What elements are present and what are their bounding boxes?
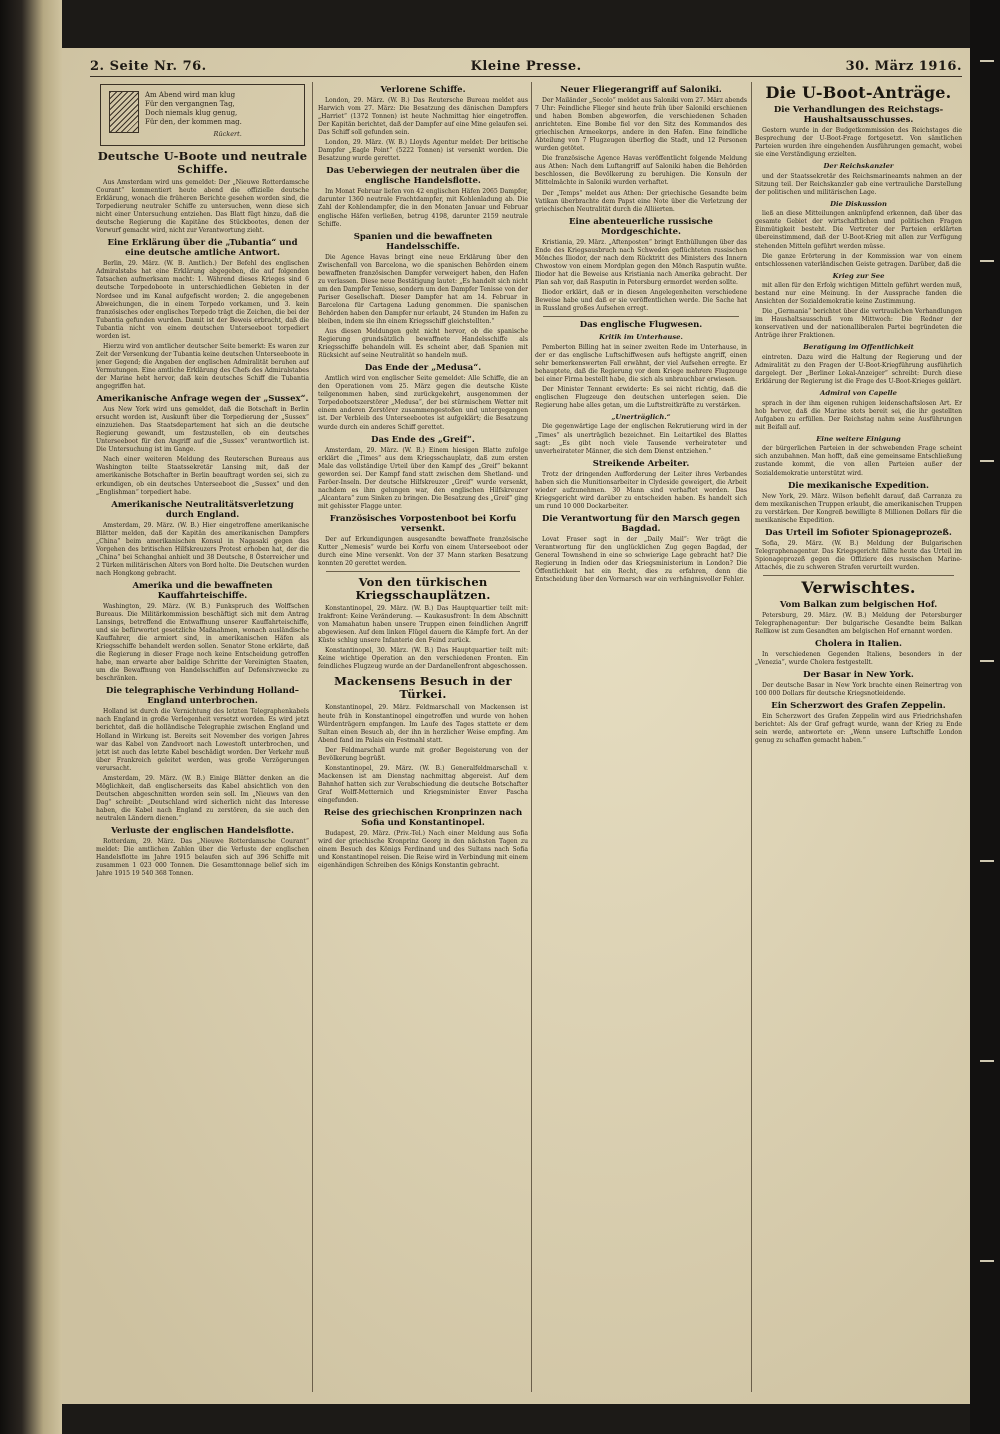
- subheadline: Reise des griechischen Kronprinzen nach Sofia und Konstantinopel.: [323, 808, 523, 829]
- kicker: Krieg zur See: [832, 271, 885, 280]
- kicker: Der Reichskanzler: [823, 162, 894, 171]
- subheadline: Französisches Vorpostenboot bei Korfu versenkt.: [329, 513, 517, 534]
- newspaper-page: [62, 48, 970, 1404]
- article-text: Konstantinopel, 29. März. (W. B.) Das Hauptquartier teilt mit: Irakfront: Keine Veränderung. — Kaukasusfront: In dem Abschnitt von Mamahatun haben unsere Truppen einen feindlichen Angriff abgewiesen. Auf dem linken Flügel dauern die Kämpfe fort. An der Küste schlug unsere Infanterie den Feind zurück.: [318, 605, 528, 645]
- article-text: Washington, 29. März. (W. B.) Funkspruch des Wolffschen Bureaus. Die Militärkommission beschäftigt sich mit dem Antrag Lansings, betreffend die Entwaffnung unserer Kauffahrteischiffe, und sie befürwortet gesetzliche Maßnahmen, wonach ausländische Kauffahrer, die armiert sind, in amerikanischen Häfen als Kriegsschiffe behandelt werden sollen. Senator Stone erklärte, daß die Regierung in dieser Frage noch keine Entscheidung getroffen habe, man erwarte aber baldige Schritte der Vereinigten Staaten, um die Bewaffnung von Handelsschiffen auf Defensivzwecke zu beschränken.: [96, 602, 309, 683]
- article-text: Ein Scherzwort des Grafen Zeppelin wird aus Friedrichshafen berichtet: Als der Graf gefragt wurde, wann der Krieg zu Ende sein werde, antwortete er: „Wenn unsere Luftschiffe London genug zu schaffen gemacht haben.“: [755, 713, 962, 745]
- section-divider: [543, 316, 739, 317]
- ruler-tick: [980, 1260, 994, 1262]
- article-text: Konstantinopel, 30. März. (W. B.) Das Hauptquartier teilt mit: Keine wichtige Operation an den verschiedenen Fronten. Ein feindliches Flugzeug wurde an der Dardanellenfront abgeschossen.: [318, 647, 528, 671]
- article-text: mit allen für den Erfolg wichtigen Mitteln geführt werden muß, bestand nur eine Meinung. In der Aussprache fanden die Ansichten der Sozialdemokratie keine Zustimmung.: [755, 282, 962, 306]
- article-text: Berlin, 29. März. (W. B. Amtlich.) Der Befehl des englischen Admiralstabs hat eine Erklärung abgegeben, die auf folgenden Tatsachen aufmerksam macht: 1. Während dieses Krieges sind 6 deutsche Torpedoboote in unterschiedlichen Gebieten in der Nordsee und im Kanal aufgefischt worden; 2. die angegebenen Abweichungen, die in einem Torpedo vorkamen, und 3. kein französisches oder englisches Torpedo trägt die Zeichen, die bei der Tubantia gefunden wurden. Damit ist der Beweis erbracht, daß die Tubantia nicht von einem deutschen Unterseeboot torpediert worden ist.: [96, 260, 309, 340]
- column-3: [535, 82, 747, 1392]
- subheadline: Eine Erklärung über die „Tubantia“ und eine deutsche amtliche Antwort.: [107, 238, 298, 259]
- subheadline: Der Basar in New York.: [803, 670, 914, 681]
- article-text: Die Agence Havas bringt eine neue Erklärung über den Zwischenfall von Barcelona, wo die spanischen Behörden einem bewaffneten französischen Dampfer verweigert haben, den Hafen zu verlassen. Diese neue Bestätigung lautet: „Es handelt sich nicht um den Dampfer Tenisso, sondern um den Dampfer Tenisse von der Pariser Gesellschaft. Dieser Dampfer hat am 14. Februar in Barcelona für Cartagena Ladung genommen. Die spanischen Behörden haben den Dampfer nur erlaubt, 24 Stunden im Hafen zu bleiben, indem sie ihn einem Kriegsschiff gleichstellten.“: [318, 253, 528, 325]
- article-text: Lovat Fraser sagt in der „Daily Mail“: Wer trägt die Verantwortung für den unglücklichen Zug gegen Bagdad, der General Townshend in eine so schwierige Lage gebracht hat? Die Regierung in Indien oder das Kriegsministerium in London? Die Öffentlichkeit hat ein Recht, dies zu erfahren, denn die Entscheidung über den Vormarsch war ein verhängnisvoller Fehler.: [535, 535, 747, 584]
- article-text: Im Monat Februar liefen von 42 englischen Häfen 2065 Dampfer, darunter 1360 neutrale Frachtdampfer, mit Kohlenladung ab. Die Zahl der Kohlendampfer, die in den Monaten Januar und Februar englische Häfen verließen, betrug 4198, darunter 2159 neutrale Schiffe.: [318, 188, 528, 228]
- headline: Die U-Boot-Anträge.: [765, 83, 952, 102]
- ruler-tick: [980, 1060, 994, 1062]
- subheadline: Die mexikanische Expedition.: [787, 480, 929, 491]
- kicker: Admiral von Capelle: [820, 389, 897, 398]
- article-text: Holland ist durch die Vernichtung des letzten Telegraphenkabels nach England in große Verlegenheit versetzt worden. Es wird jetzt berichtet, daß die holländische Telegraphie zwischen England und Holland in Wirkung ist. Bereits seit November des vorigen Jahres war das Kabel von Zandvoort nach Lowestoft unterbrochen, und jetzt ist auch das letzte Kabel beschädigt worden. Der Verkehr muß über Frankreich geleitet werden, was große Verzögerungen verursacht.: [96, 708, 309, 772]
- ruler-tick: [980, 460, 994, 462]
- issue-date: 30. März 1916.: [845, 59, 962, 74]
- ornament-icon: [109, 91, 139, 133]
- subheadline: Das Urteil im Sofioter Spionageprozeß.: [765, 527, 952, 538]
- ruler-tick: [980, 660, 994, 662]
- kicker: Kritik im Unterhause.: [599, 333, 683, 342]
- ruler-tick: [980, 860, 994, 862]
- article-text: Die „Germania“ berichtet über die vertraulichen Verhandlungen im Haushaltsausschuß vom Mittwoch: Die Redner der konservativen und der nationalliberalen Partei begründeten die Anträge ihrer Fraktionen.: [755, 308, 962, 340]
- subheadline: Das englische Flugwesen.: [579, 320, 703, 331]
- subheadline: Streikende Arbeiter.: [592, 458, 690, 469]
- page-header: [90, 56, 962, 77]
- article-text: sprach in der ihm eigenen ruhigen leidenschaftslosen Art. Er hob hervor, daß die Marine stets bereit sei, die ihr gestellten Aufgaben zu erfüllen. Der Reichstag nahm seine Ausführungen mit Beifall auf.: [755, 399, 962, 431]
- article-text: Konstantinopel, 29. März. (W. B.) Generalfeldmarschall v. Mackensen ist am Dienstag nachmittag abgereist. Auf dem Bahnhof hatten sich zur Verabschiedung die deutsche Botschafter Graf Wolff-Metternich und Kriegsminister Enver Pascha eingefunden.: [318, 764, 528, 804]
- article-text: Aus Amsterdam wird uns gemeldet: Der „Nieuwe Rotterdamsche Courant“ kommentiert heute abend die offizielle deutsche Erklärung, wonach die früheren Berichte gesehen worden sind, die Torpedierung neutraler Schiffe zu untersuchen, wenn diese sich nicht einer Untersuchung entziehen. Das Blatt fügt hinzu, daß die deutsche Regierung die Kapitäne des Stückbootes, denen der Vorwurf gemacht wird, nicht zur Verantwortung zieht.: [96, 179, 309, 235]
- article-text: Pemberton Billing hat in seiner zweiten Rede im Unterhause, in der er das englische Luftschiffwesen aufs heftigste angriff, einen sehr bemerkenswerten Fall erwähnt, der viel Aufsehen erregte. Er behauptete, daß die Regierung vor dem Kriege mehrere Flugzeuge bei einer Firma bestellt habe, die sich als unbrauchbar erwiesen.: [535, 343, 747, 383]
- column-rule: [531, 82, 532, 1392]
- subheadline: Die Verhandlungen des Reichstags-Haushaltsausschusses.: [773, 105, 944, 125]
- poem-box: [100, 84, 305, 146]
- subheadline: Die telegraphische Verbindung Holland–England unterbrochen.: [105, 686, 300, 707]
- subheadline: Das Ende des „Greif“.: [371, 434, 475, 445]
- article-text: Die ganze Erörterung in der Kommission war von einem entschlossenen vaterländischen Geiste getragen. Darüber, daß die: [755, 252, 962, 268]
- subheadline: Ein Scherzwort des Grafen Zeppelin.: [771, 701, 946, 712]
- subheadline: Das Ende der „Medusa“.: [364, 363, 482, 374]
- article-text: Der Feldmarschall wurde mit großer Begeisterung von der Bevölkerung begrüßt.: [318, 746, 528, 762]
- article-text: Petersburg, 29. März. (W. B.) Meldung der Petersburger Telegraphenagentur: Der bulgarische Gesandte beim Balkan Rellkow ist zum Gesandten am belgischen Hof ernannt worden.: [755, 611, 962, 636]
- article-text: Hierzu wird von amtlicher deutscher Seite bemerkt: Es waren zur Zeit der Versenkung der Tubantia keine deutschen Unterseeboote in jener Gegend; die Angaben der englischen Admiralität beruhen auf Vermutungen. Eine amtliche Erklärung des Chefs des Admiralstabes der Marine hebt hervor, daß kein deutsches Schiff die Tubantia angegriffen hat.: [96, 342, 309, 391]
- subheadline: Amerikanische Anfrage wegen der „Sussex“.: [96, 394, 309, 405]
- headline: Deutsche U-Boote und neutrale Schiffe.: [97, 149, 308, 176]
- article-text: London, 29. März. (W. B.) Lloyds Agentur meldet: Der britische Dampfer „Eagle Point“ (5222 Tonnen) ist versenkt worden. Die Besatzung wurde gerettet.: [318, 139, 528, 163]
- article-text: Konstantinopel, 29. März. Feldmarschall von Mackensen ist heute früh in Konstantinopel eingetroffen und wurde von hohen Würdenträgern empfangen. Im Laufe des Tages stattete er dem Sultan einen Besuch ab, der ihn in herzlicher Weise empfing. Am Abend fand im Palais ein Festmahl statt.: [318, 704, 528, 744]
- subheadline: Spanien und die bewaffneten Handelsschiffe.: [353, 231, 493, 252]
- article-text: Der „Temps“ meldet aus Athen: Der griechische Gesandte beim Vatikan überbrachte dem Papst eine Note über die Verletzung der griechischen Neutralität durch die Alliierten.: [535, 189, 747, 213]
- article-text: In verschiedenen Gegenden Italiens, besonders in der „Venezia“, wurde Cholera festgestellt.: [755, 651, 962, 667]
- article-text: Iliodor erklärt, daß er in diesen Angelegenheiten verschiedene Beweise habe und daß er sie veröffentlichen werde. Die Sache hat in Russland großes Aufsehen erregt.: [535, 288, 747, 313]
- article-text: Trotz der dringenden Aufforderung der Leiter ihres Verbandes haben sich die Munitionsarbeiter in Clydeside geweigert, die Arbeit wieder aufzunehmen. 30 Mann sind verhaftet worden. Das Kriegsgericht wird darüber zu entscheiden haben. Es handelt sich um rund 10 000 Dockarbeiter.: [535, 470, 747, 510]
- scan-ruler: [970, 0, 1000, 1434]
- subheadline: Neuer Fliegerangriff auf Saloniki.: [560, 85, 722, 95]
- article-text: Kristiania, 29. März. „Aftenposten“ bringt Enthüllungen über das Ende des Kriegsausbruch nach Schweden geflüchteten russischen Mönches Iliodor, der nach dem Rücktritt des Ministers des Innern Chwostow von einem Mordplan gegen den Mönch Rasputin wußte. Iliodor hat die Beweise aus Kristiania nach Amerika gebracht. Der Plan sah vor, daß Rasputin in Petersburg ermordet werden sollte.: [535, 238, 747, 286]
- masthead-title: Kleine Presse.: [470, 59, 582, 74]
- poem-line: Für den vergangnen Tag,: [145, 100, 235, 108]
- subheadline: Verlorene Schiffe.: [380, 85, 466, 95]
- poem-author: Rückert.: [213, 130, 242, 138]
- article-text: Die französische Agence Havas veröffentlicht folgende Meldung aus Athen: Nach dem Luftangriff auf Saloniki haben die Behörden beschlossen, die Bevölkerung zu beruhigen. Die Konsuln der Mittelmächte in Saloniki wurden verhaftet.: [535, 155, 747, 187]
- column-1: [96, 82, 309, 1392]
- section-divider: [326, 571, 520, 572]
- article-text: Amsterdam, 29. März. (W. B.) Hier eingetroffene amerikanische Blätter melden, daß der Kapitän des amerikanischen Dampfers „China“ beim amerikanischen Konsul in Nagasaki gegen das Vorgehen des britischen Hilfskreuzers Protest erhoben hat, der die „China“ bei Schanghai anhielt und 38 Deutsche, 8 Österreicher und 2 Türken militärischen Alters von Bord holte. Die Deutschen wurden nach Hongkong gebracht.: [96, 521, 309, 577]
- column-rule: [312, 82, 313, 1392]
- poem-line: Am Abend wird man klug: [145, 91, 236, 99]
- article-text: Der Minister Tennant erwiderte: Es sei nicht richtig, daß die englischen Flugzeuge den deutschen unterlegen seien. Die Regierung habe alles getan, um die Luftstreitkräfte zu verstärken.: [535, 385, 747, 409]
- kicker: Eine weitere Einigung: [816, 434, 901, 443]
- headline: Verwischtes.: [801, 577, 916, 597]
- kicker: Beratigung im Offentlichkeit: [803, 343, 914, 352]
- headline: Von den türkischen Kriegsschauplätzen.: [355, 575, 491, 603]
- column-4: [755, 82, 962, 1392]
- article-text: Amsterdam, 29. März. (W. B.) Einem hiesigen Blatte zufolge erklärt die „Times“ aus dem Kriegsschauplatz, daß zum ersten Male das vollständige Urteil über den Kampf des „Greif“ bekannt geworden sei. Der Kampf fand statt zwischen dem Shetland- und Faröer-Inseln. Der deutsche Hilfskreuzer „Greif“ wurde versenkt, nachdem es ihm gelungen war, den englischen Hilfskreuzer „Alcantara“ zum Sinken zu bringen. Die Besatzung des „Greif“ ging mit gehisster Flagge unter.: [318, 446, 528, 510]
- article-text: Gestern wurde in der Budgetkommission des Reichstages die Besprechung der U-Boot-Frage fortgesetzt. Von sämtlichen Parteien wurden ihre eingehenden Ausführungen gemacht, wobei sie eine Verständigung erzielten.: [755, 127, 962, 159]
- kicker: Die Diskussion: [830, 199, 887, 208]
- article-text: Aus New York wird uns gemeldet, daß die Botschaft in Berlin ersucht worden ist, Auskunft über die Torpedierung der „Sussex“ einzuziehen. Das Staatsdepartement hat sich an die deutsche Regierung gewandt, um festzustellen, ob ein deutsches Unterseeboot für den Angriff auf die „Sussex“ verantwortlich ist. Die Untersuchung ist im Gange.: [96, 406, 309, 454]
- subheadline: Die Verantwortung für den Marsch gegen Bagdad.: [541, 513, 741, 534]
- article-text: ließ an diese Mitteilungen anknüpfend erkennen, daß über das gesamte Gebiet der wirtschaftlichen und politischen Fragen Einmütigkeit besteht. Die Vertreter der Parteien erklärten übereinstimmend, daß der U-Boot-Krieg mit allen zur Verfügung stehenden Mitteln geführt werden müsse.: [755, 210, 962, 250]
- kicker: „Unerträglich.“: [611, 412, 671, 421]
- article-text: Der Mailänder „Secolo“ meldet aus Saloniki vom 27. März abends 7 Uhr: Feindliche Flieger sind heute früh über Saloniki erschienen und haben Bomben abgeworfen, die verschiedenen Schaden anrichteten. Eine Bombe fiel vor den Sitz des Kommandos des griechischen Armeekorps, andere in den Hafen. Eine feindliche Abteilung von 7 Flugzeugen überflog die Stadt, und 12 Personen wurden getötet.: [535, 97, 747, 153]
- article-text: London, 29. März. (W. B.) Das Reutersche Bureau meldet aus Harwich vom 27. März: Die Besatzung des dänischen Dampfers „Harriet“ (1372 Tonnen) ist heute Nachmittag hier eingetroffen. Der Kapitän berichtet, daß der Dampfer auf eine Mine gelaufen sei. Das Schiff soll gefunden sein.: [318, 97, 528, 137]
- ruler-tick: [980, 60, 994, 62]
- article-text: Die gegenwärtige Lage der englischen Rekrutierung wird in der „Times“ als unerträglich bezeichnet. Ein Leitartikel des Blattes sagt: „Es gibt noch viele Tausende verheirateter und unverheirateter Männer, die sich dem Dienst entziehen.“: [535, 423, 747, 455]
- article-text: Budapest, 29. März. (Priv.-Tel.) Nach einer Meldung aus Sofia wird der griechische Kronprinz Georg in den nächsten Tagen zu einem Besuch des Königs Ferdinand und des Sultans nach Sofia und Konstantinopel reisen. Die Reise wird in Verbindung mit einem eigenhändigen Schreiben des Königs Konstantin gebracht.: [318, 830, 528, 870]
- article-text: Amtlich wird von englischer Seite gemeldet: Alle Schiffe, die an den Operationen vom 25. März gegen die deutsche Küste teilgenommen haben, sind zurückgekehrt, ausgenommen der Torpedobootszerstörer „Medusa“, der bei stürmischem Wetter mit einem anderen Zerstörer zusammengestoßen und untergegangen ist. Der Verbleib des Unterseebootes ist aufgeklärt; die Besatzung wurde durch ein anderes Schiff gerettet.: [318, 375, 528, 431]
- article-text: Amsterdam, 29. März. (W. B.) Einige Blätter denken an die Möglichkeit, daß englischerseits das Kabel absichtlich von den Deutschen abgeschnitten worden sein soll. Im „Nieuws van den Dag“ schreibt: „Deutschland wird sicherlich nicht das Interesse haben, die Kabel nach England zu zerstören, da sie auch den neutralen Ländern dienen.“: [96, 774, 309, 822]
- article-text: Nach einer weiteren Meldung des Reuterschen Bureaus aus Washington teilte Staatssekretär Lansing mit, daß der amerikanische Botschafter in Berlin beauftragt worden sei, sich zu erkundigen, ob ein deutsches Unterseeboot die „Sussex“ und den „Englishman“ torpediert habe.: [96, 456, 309, 496]
- subheadline: Vom Balkan zum belgischen Hof.: [779, 599, 938, 610]
- subheadline: Verluste der englischen Handelsflotte.: [111, 826, 294, 837]
- headline: Mackensens Besuch in der Türkei.: [334, 674, 512, 702]
- ruler-tick: [980, 260, 994, 262]
- subheadline: Cholera in Italien.: [815, 639, 902, 650]
- subheadline: Amerika und die bewaffneten Kauffahrteischiffe.: [132, 580, 273, 601]
- subheadline: Eine abenteuerliche russische Mordgeschichte.: [569, 216, 713, 237]
- article-text: Der auf Erkundigungen ausgesandte bewaffnete französische Kutter „Nemesis“ wurde bei Korfu von einem Unterseeboot oder durch eine Mine versenkt. Von der 37 Mann starken Besatzung konnten 20 gerettet werden.: [318, 535, 528, 568]
- article-text: der bürgerlichen Parteien in der schwebenden Frage scheint sich anzubahnen. Man hofft, daß eine gemeinsame Entschließung zustande kommt, die von allen Parteien außer der Sozialdemokratie unterstützt wird.: [755, 445, 962, 477]
- article-text: New York, 29. März. Wilson befiehlt darauf, daß Carranza zu dem mexikanischen Truppen erlaubt, die amerikanischen Truppen zu verstärken. Der Kongreß bewilligte 8 Millionen Dollars für die mexikanische Expedition.: [755, 492, 962, 524]
- subheadline: Amerikanische Neutralitätsverletzung durch England.: [111, 499, 294, 520]
- column-2: [318, 82, 528, 1392]
- article-text: Rotterdam, 29. März. Das „Nieuwe Rotterdamsche Courant“ meldet: Die amtlichen Zahlen über die Verluste der englischen Handelsflotte im Jahre 1915 belaufen sich auf 396 Schiffe mit zusammen 1 023 000 Tonnen. Die Gesamttonnage belief sich im Jahre 1915 19 540 368 Tonnen.: [96, 838, 309, 878]
- book-spine: [0, 0, 62, 1434]
- article-text: Aus diesen Meldungen geht nicht hervor, ob die spanische Regierung grundsätzlich bewaffnete Handelsschiffe als Kriegsschiffe behandeln will. Es scheint aber, daß Spanien mit Rücksicht auf seine Neutralität so handeln muß.: [318, 328, 528, 360]
- column-rule: [751, 82, 752, 1392]
- article-text: und der Staatssekretär des Reichsmarineamts nahmen an der Sitzung teil. Der Reichskanzler gab eine vertrauliche Darstellung der politischen und militärischen Lage.: [755, 172, 962, 196]
- poem-line: Doch niemals klug genug,: [145, 109, 238, 117]
- article-text: Der deutsche Basar in New York brachte einen Reinertrag von 100 000 Dollars für deutsche Kriegsnotleidende.: [755, 682, 962, 698]
- poem-line: Für den, der kommen mag.: [145, 118, 242, 126]
- page-number: 2. Seite Nr. 76.: [90, 59, 207, 74]
- article-text: eintreten. Dazu wird die Haltung der Regierung und der Admiralität zu den Fragen der U-Boot-Kriegführung ausführlich dargelegt. Der „Berliner Lokal-Anzeiger“ schreibt: Durch diese Erklärung der Regierung ist die Frage des U-Boot-Krieges geklärt.: [755, 353, 962, 386]
- section-divider: [763, 575, 954, 576]
- article-text: Sofia, 29. März. (W. B.) Meldung der Bulgarischen Telegraphenagentur. Das Kriegsgericht fällte heute das Urteil im Spionageprozeß gegen die Offiziere des russischen Marine-Attachés, die zu schweren Strafen verurteilt wurden.: [755, 539, 962, 571]
- subheadline: Das Ueberwiegen der neutralen über die englische Handelsflotte.: [326, 166, 520, 187]
